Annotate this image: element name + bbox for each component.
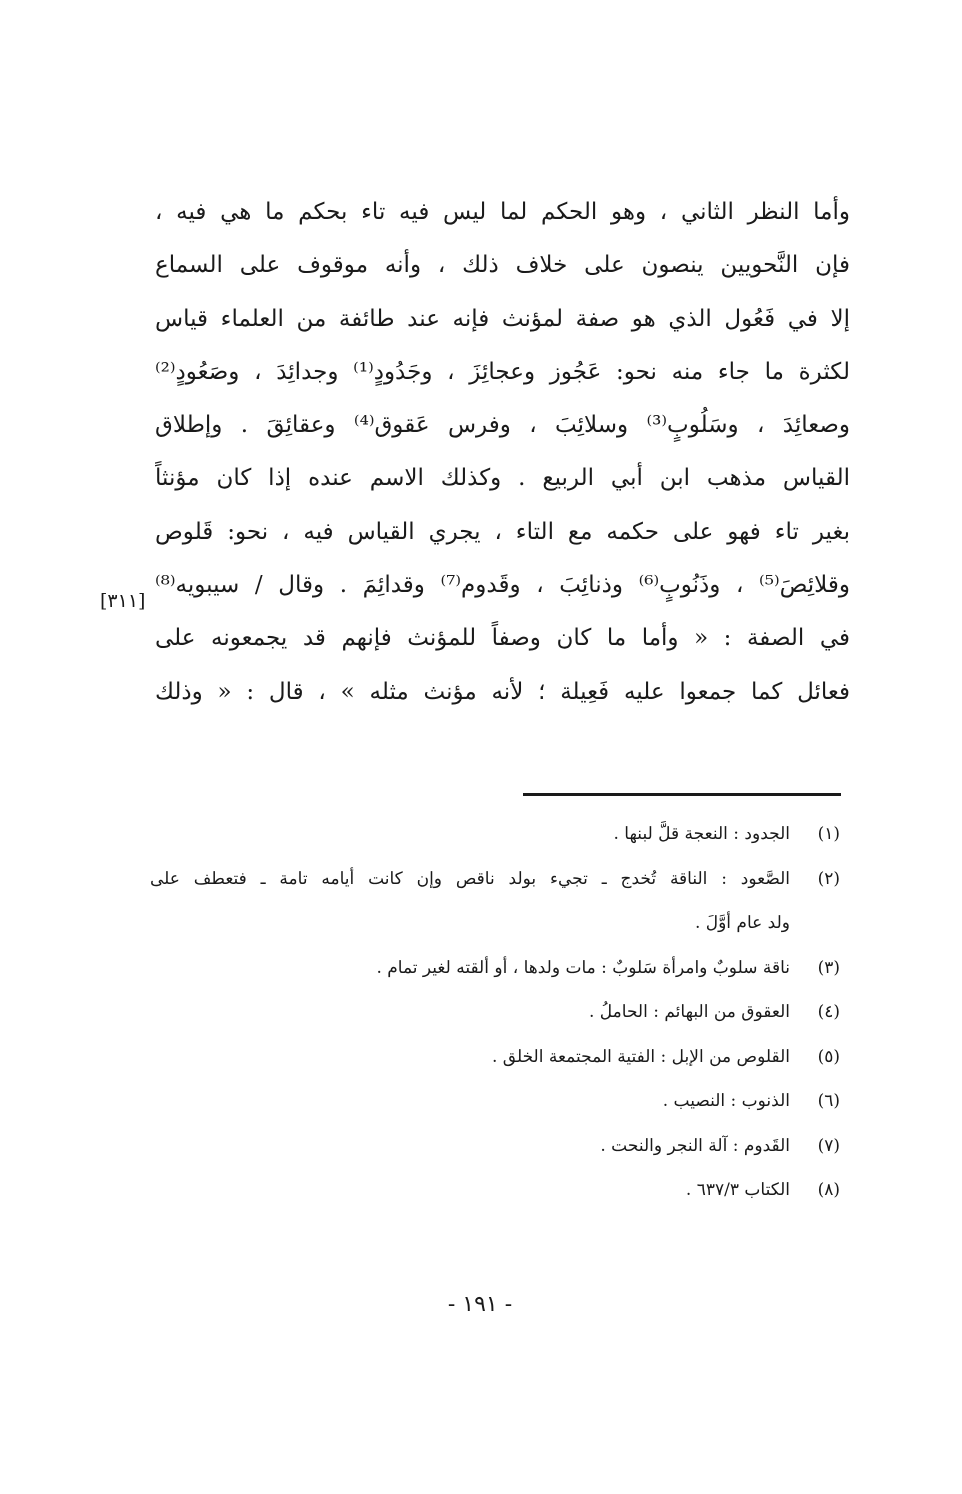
- footnote-number: (٥): [817, 1046, 840, 1067]
- text-line: فإن النَّحويين ينصون على خلاف ذلك ، وأنه موقوف على السماع: [155, 252, 850, 279]
- footnote-item: [150, 812, 840, 857]
- text-line: في الصفة : « وأما ما كان وصفاً للمؤنث فإنهم قد يجمعونه على: [155, 625, 850, 652]
- footnote-text: الجدود : النعجة قلَّ لبنها .: [613, 824, 790, 844]
- footnote-text: ولد عام أوَّلَ .: [694, 913, 790, 933]
- footnote-number: (٤): [817, 1002, 840, 1022]
- footnote-item: [150, 1035, 840, 1080]
- footnote-number: (١): [817, 824, 840, 844]
- footnote-number: (٢): [817, 868, 840, 889]
- text-line: القياس مذهب ابن أبي الربيع . وكذلك الاسم عنده إذا كان مؤنثاً: [155, 465, 850, 492]
- footnote-text: الذنوب : النصيب .: [662, 1091, 790, 1111]
- footnote-text: العقوق من البهائم : الحاملُ .: [588, 1002, 790, 1022]
- footnote-number: (٧): [817, 1135, 840, 1156]
- text-line: وأما النظر الثاني ، وهو الحكم لما ليس فيه تاء بحكم ما هي فيه ،: [155, 199, 850, 225]
- manuscript-folio-reference: [٣١١]: [100, 590, 146, 612]
- footnote-number: (٦): [817, 1091, 840, 1111]
- footnote-separator: [523, 793, 841, 796]
- footnote-continuation: [150, 901, 840, 946]
- footnote-text: الكتاب ٦٣٧/٣ .: [685, 1180, 790, 1200]
- text-line: فعائل كما جمعوا عليه فَعِيلة ؛ لأنه مؤنث مثله » ، قال : « وذلك: [155, 678, 850, 705]
- text-line: وصعائِدَ ، وسَلُوبٍ⁽³⁾ وسلائِبَ ، وفرس عَقوق⁽⁴⁾ وعقائِقَ . وإطلاق: [155, 412, 850, 439]
- footnote-item: [150, 857, 840, 902]
- text-line: وقلائِصَ⁽⁵⁾ ، وذَنُوبٍ⁽⁶⁾ وذنائِبَ ، وقَدوم⁽⁷⁾ وقدائِمَ . وقال / سيبويه⁽⁸⁾: [155, 572, 850, 599]
- main-text: [155, 186, 850, 719]
- footnote-item: [150, 946, 840, 991]
- footnote-text: القَدوم : آلة النجر والنحت .: [600, 1135, 790, 1156]
- footnotes: [150, 812, 840, 1213]
- footnote-item: [150, 1168, 840, 1213]
- footnote-item: [150, 1079, 840, 1124]
- text-line: لكثرة ما جاء منه نحو: عَجُوز وعجائِزَ ، وجَدُودٍ⁽¹⁾ وجدائِدَ ، وصَعُودٍ⁽²⁾: [155, 358, 850, 385]
- footnote-item: [150, 990, 840, 1035]
- footnote-text: الصَّعود : الناقة تُخدج ـ تجيء بولد ناقص وإن كانت أيامه تامة ـ فتعطف على: [150, 868, 790, 889]
- footnote-number: (٨): [817, 1180, 840, 1200]
- footnote-text: القلوص من الإبل : الفتية المجتمعة الخلق .: [491, 1046, 790, 1067]
- text-line: بغير تاء فهو على حكمه مع التاء ، يجري القياس فيه ، نحو: قَلوص: [155, 518, 850, 545]
- page-number: - ١٩١ -: [447, 1292, 513, 1317]
- text-line: إلا في فَعُول الذي هو صفة لمؤنث فإنه عند طائفة من العلماء قياس: [155, 305, 850, 332]
- footnote-number: (٣): [817, 957, 840, 978]
- footnote-text: ناقة سلوبٌ وامرأة سَلوبٌ : مات ولدها ، أو ألقته لغير تمام .: [376, 957, 790, 978]
- footnote-item: [150, 1124, 840, 1169]
